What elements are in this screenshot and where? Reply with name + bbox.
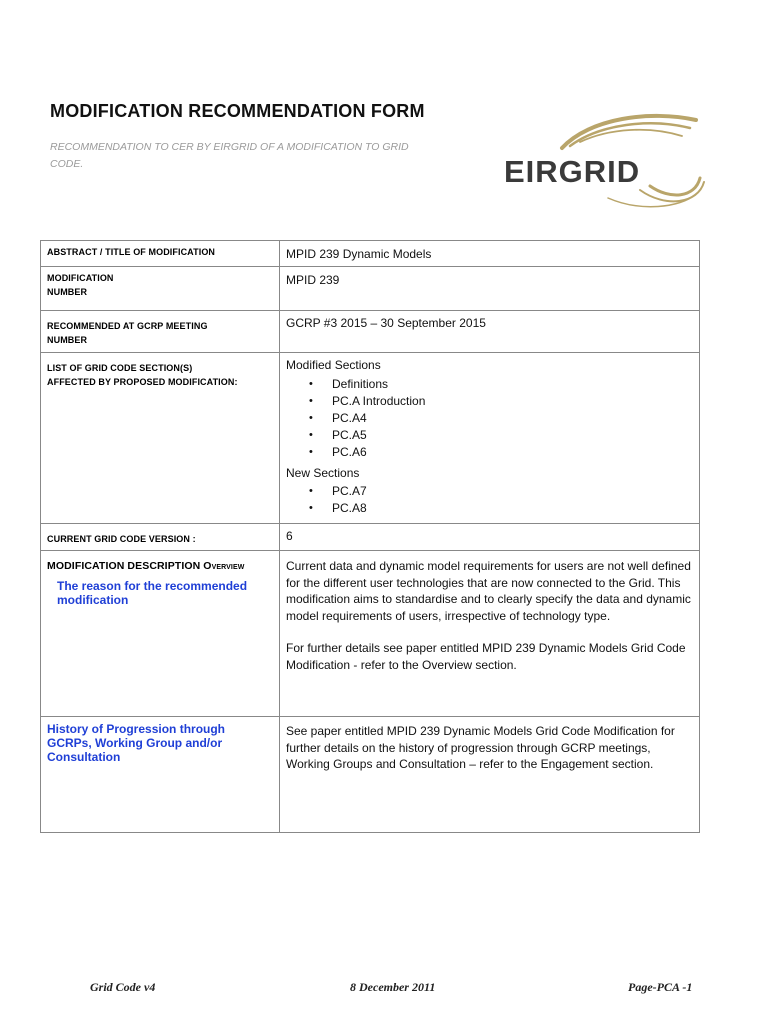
list-item: • PC.A Introduction (332, 393, 693, 410)
modification-form-table (40, 240, 700, 833)
list-item: • PC.A4 (332, 410, 693, 427)
footer-date: 8 December 2011 (350, 980, 436, 994)
abstract-label: ABSTRACT / TITLE OF MODIFICATION (47, 247, 216, 257)
page-subtitle (50, 139, 470, 173)
history-label: History of Progression through GCRPs, Working Group and/or Consultation (47, 722, 226, 764)
row-sections (41, 353, 700, 524)
row-version (41, 524, 700, 551)
version-label: CURRENT GRID CODE VERSION : (47, 534, 196, 544)
eirgrid-logo (500, 108, 705, 208)
row-number (41, 267, 700, 311)
footer-version: Grid Code v4 (90, 980, 156, 994)
list-item: • PC.A6 (332, 444, 693, 461)
number-value: MPID 239 (286, 273, 340, 287)
list-item: • PC.A5 (332, 427, 693, 444)
list-item: • PC.A7 (332, 483, 693, 500)
sections-value (280, 353, 699, 517)
row-description (41, 551, 700, 717)
modified-sections-heading: Modified Sections (286, 358, 381, 372)
history-value: See paper entitled MPID 239 Dynamic Models Grid Code Modification for further details on the history of progression through GCRP meetings, Working Groups and Consultation – refer to the Engagement section. (286, 724, 675, 771)
description-value (280, 551, 699, 673)
description-paragraph-2: For further details see paper entitled MPID 239 Dynamic Models Grid Code Modification - refer to the Overview section. (286, 641, 686, 672)
version-value: 6 (286, 529, 293, 543)
row-abstract (41, 241, 700, 267)
abstract-value: MPID 239 Dynamic Models (286, 247, 432, 261)
new-sections-heading: New Sections (286, 465, 360, 480)
row-meeting (41, 311, 700, 353)
meeting-value: GCRP #3 2015 – 30 September 2015 (286, 316, 486, 330)
footer-page-number: Page-PCA -1 (628, 980, 693, 994)
description-paragraph-1: Current data and dynamic model requirements for users are not well defined for the different user technologies that are now connected to the Grid. This modification aims to standardise and to clearly specify the data and dynamic model requirements of users, irrespective of technology type. (286, 559, 691, 623)
subtitle-line-1: RECOMMENDATION TO CER BY EIRGRID OF A MODIFICATION TO GRID (50, 141, 409, 153)
modified-sections-list (286, 376, 693, 461)
list-item: • Definitions (332, 376, 693, 393)
meeting-label: RECOMMENDED AT GCRP MEETING NUMBER (47, 321, 208, 345)
sections-label: LIST OF GRID CODE SECTION(S) AFFECTED BY PROPOSED MODIFICATION: (47, 363, 238, 387)
subtitle-line-2: CODE. (50, 158, 84, 170)
svg-text:EIRGRID: EIRGRID (504, 154, 641, 189)
new-sections-list (286, 483, 693, 517)
number-label: MODIFICATION NUMBER (47, 273, 114, 297)
row-history (41, 717, 700, 833)
page-title: MODIFICATION RECOMMENDATION FORM (50, 101, 425, 121)
list-item: • PC.A8 (332, 500, 693, 517)
description-label: MODIFICATION DESCRIPTION Overview (47, 560, 245, 572)
description-sublabel: The reason for the recommended modification (57, 579, 248, 607)
